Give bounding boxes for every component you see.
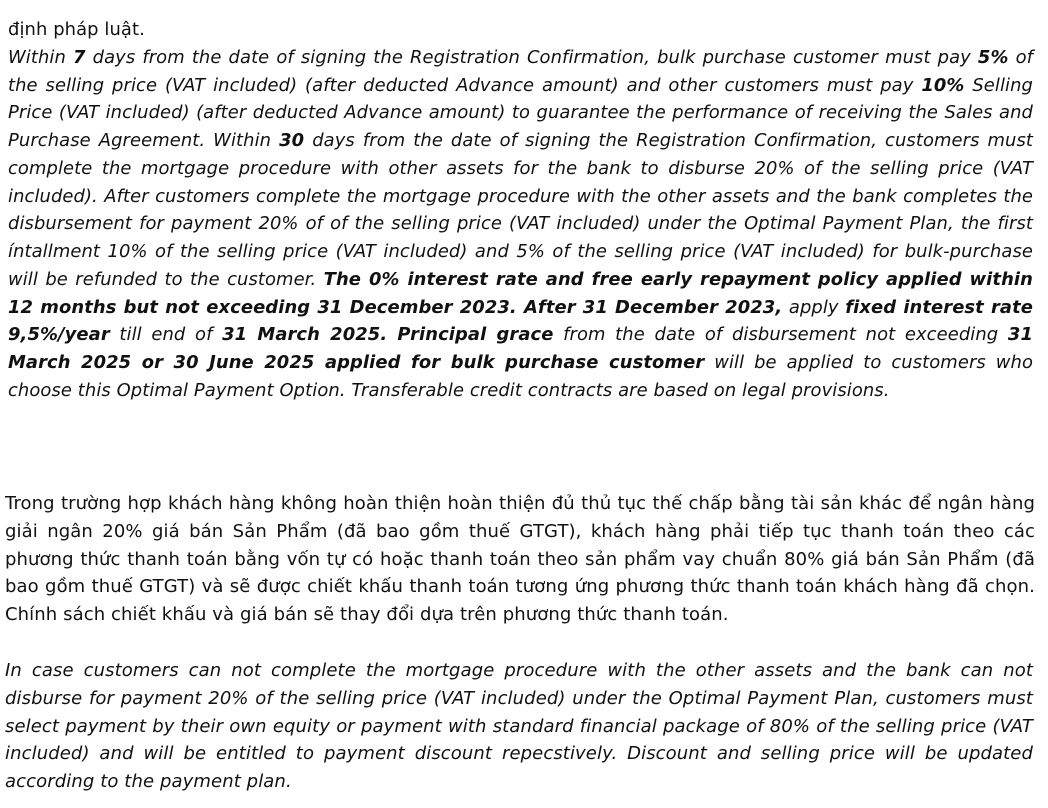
text-run: apply [782,296,846,318]
bold-run: 31 March 2025 or 30 June 2025 applied for bulk purchase customer [8,324,1033,373]
text-run: of the selling price (VAT included) (after deducted Advance amount) and other customers must pay [8,46,1034,96]
vietnamese-paragraph: Trong trường hợp khách hàng không hoàn thiện hoàn thiện đủ thủ tục thế chấp bằng tài sản khác để ngân hàng giải ngân 20% giá bán Sản Phẩm (đã bao gồm thuế GTGT), khách hàng phải tiếp tục thanh toán theo các phương thức thanh toán bằng vốn tự có hoặc thanh toán theo sản phẩm vay chuẩn 80% giá bán Sản Phẩm (đã bao gồm thuế GTGT) và sẽ được chiết khấu thanh toán tương ứng phương thức thanh toán khách hàng đã chọn. Chính sách chiết khấu và giá bán sẽ thay đổi dựa trên phương thức thanh toán. [5,493,1035,625]
bold-run: The 0% interest rate and free early repayment policy applied within 12 months but not exceeding 31 December 2023. After 31 December 2023, [8,268,1033,318]
vietnamese-line-fragment: định pháp luật. [8,19,145,40]
english-paragraph-2: In case customers can not complete the mortgage procedure with the other assets and the bank can not disburse for payment 20% of the selling price (VAT included) under the Optimal Payment Plan, customers must select payment by their own equity or payment with standard financial package of 80% of the selling price (VAT included) and will be entitled to payment discount repecstively. Discount and selling price will be updated according to the payment plan. [5,660,1033,792]
optimal-payment-terms-text [8,47,1033,401]
bold-run: 31 March 2025. Principal grace [222,324,554,346]
bold-run: 5% [977,46,1009,68]
text-run: till end of [109,324,223,346]
text-run: days from the date of signing the Registration Confirmation, bulk purchase customer must pay [85,46,978,68]
english-paragraph-1 [8,16,1033,405]
bold-run: fixed interest rate 9,5%/year [8,296,1033,346]
text-run: from the date of disbursement not exceeding [553,324,1008,346]
text-run: days from the date of signing the Registration Confirmation, customers must complete the mortgage procedure with other assets for the bank to disburse 20% of the selling price (VAT included). After customers complete the mortgage procedure with the other assets and the bank completes the disbursement for payment 20% of of the selling price (VAT included) under the Optimal Payment Plan, the first íntallment 10% of the selling price (VAT included) and 5% of the selling price (VAT included) for bulk-purchase will be refunded to the customer. [8,130,1033,290]
bold-run: 10% [921,74,965,96]
bold-run: 7 [73,46,86,68]
text-run: Within [8,46,73,68]
text-run: Selling Price (VAT included) (after deducted Advance amount) to guarantee the performance of receiving the Sales and Purchase Agreement. Within [8,74,1033,151]
bold-run: 30 [279,130,305,151]
text-run: will be applied to customers who choose this Optimal Payment Option. Transferable credit contracts are based on legal provisions. [8,352,1033,401]
